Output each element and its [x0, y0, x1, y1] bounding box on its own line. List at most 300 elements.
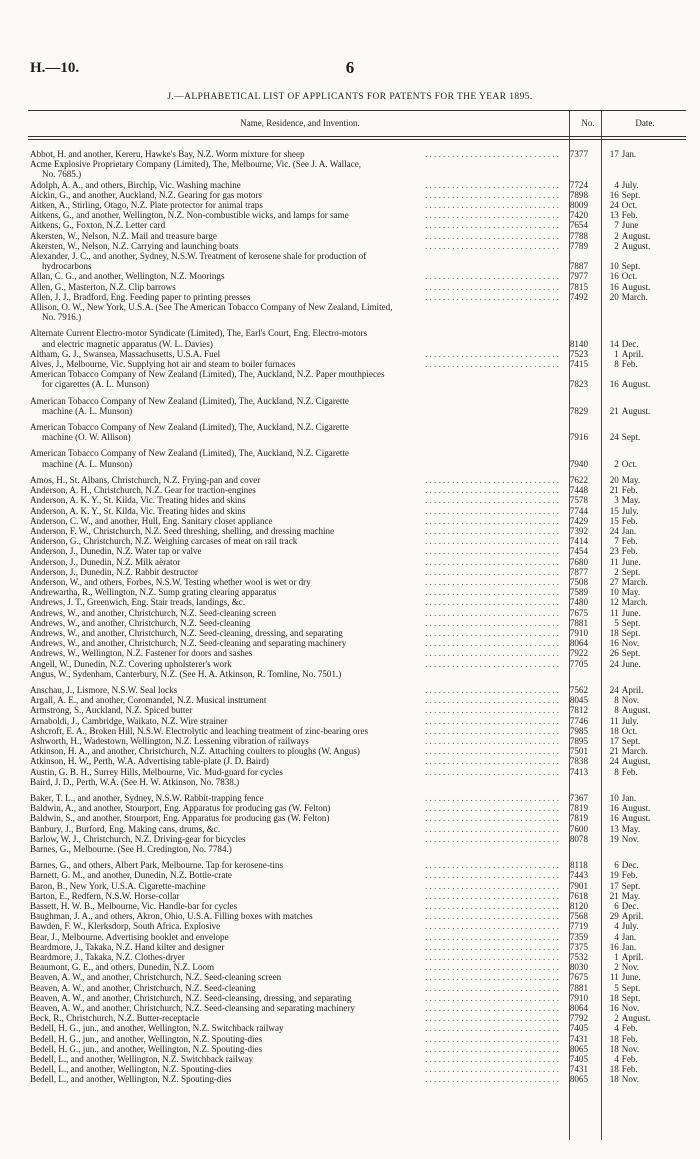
application-date	[595, 1064, 686, 1074]
list-item	[28, 870, 686, 880]
applicant-name: Bedell, L., and another, Wellington, N.Z. Spouting-dies	[30, 1064, 235, 1074]
applicant-entry	[28, 577, 563, 587]
applicant-entry	[28, 993, 563, 1003]
date-day: 11	[610, 972, 619, 983]
date-day: 11	[610, 556, 619, 567]
patent-number: 7414	[569, 536, 589, 547]
date-day: 18	[609, 627, 619, 638]
date-day: 10	[609, 261, 619, 272]
list-item	[28, 1003, 686, 1013]
date-month: Jan.	[621, 941, 637, 952]
date-month: May.	[621, 890, 641, 901]
application-date	[595, 881, 686, 891]
patent-number: 7618	[569, 890, 589, 901]
date-month: August.	[621, 756, 651, 767]
applicant-name: Bedell, H. G., jun., and another, Wellington, N.Z. Switchback railway	[30, 1023, 287, 1033]
date-day: 20	[609, 474, 619, 485]
patent-number: 7744	[569, 505, 589, 516]
applicant-name: Atkinson, H. A., and another, Christchurch, N.Z. Attaching coulters to ploughs (W. Angus)	[30, 746, 363, 756]
applicant-name: Aitkens, G., and another, Wellington, N.Z. Non-combustible wicks, and lamps for same	[30, 210, 352, 220]
application-date	[595, 432, 686, 442]
patent-number: 7492	[569, 291, 589, 302]
date-month: August.	[621, 379, 651, 390]
applicant-name: Argall, A. E., and another, Coromandel, N.Z. Musical instrument	[30, 695, 269, 705]
patent-number: 8064	[569, 638, 589, 649]
list-item	[28, 1054, 686, 1064]
date-month: Sept.	[621, 566, 641, 577]
list-title: J.—ALPHABETICAL LIST OF APPLICANTS FOR PATENTS FOR THE YEAR 1895.	[167, 92, 533, 102]
patent-number: 7895	[569, 735, 589, 746]
applicant-name: Andrewartha, R., Wellington, N.Z. Sump grating clearing apparatus	[30, 587, 279, 597]
applicant-name: Barton, E., Redfern, N.S.W. Horse-collar	[30, 891, 182, 901]
date-month: Sept.	[621, 735, 641, 746]
applicant-entry	[28, 972, 563, 982]
application-date	[595, 901, 686, 911]
patent-number: 7838	[569, 756, 589, 767]
applicant-entry	[28, 282, 563, 292]
applicant-entry	[28, 516, 563, 526]
applicant-entry	[28, 756, 563, 766]
patent-number: 8065	[569, 1074, 589, 1085]
applicant-name: Barlow, W. J., Christchurch, N.Z. Driving-gear for bicycles	[30, 834, 249, 844]
applicant-name: Baldwin, S., and another, Stourport, Eng. Apparatus for producing gas (W. Felton)	[30, 813, 332, 823]
date-month: March.	[621, 746, 648, 757]
application-date	[595, 567, 686, 577]
patent-number: 7654	[569, 220, 589, 231]
column-header-no: No.	[581, 118, 595, 128]
applicant-entry	[28, 891, 563, 901]
application-date	[595, 803, 686, 813]
applicant-name: Amos, H., St. Albans, Christchurch, N.Z. Frying-pan and cover	[30, 475, 263, 485]
applicant-entry	[28, 485, 563, 495]
applicant-entry	[28, 241, 563, 251]
applicant-name: Barnes, G., Melbourne. (See H. Credington, No. 7784.)	[30, 844, 235, 854]
applicant-entry	[28, 536, 563, 546]
patent-number: 7746	[569, 715, 589, 726]
applicant-entry	[28, 396, 563, 416]
applicant-entry	[28, 506, 563, 516]
application-date	[595, 756, 686, 766]
applicant-name: Beaven, A. W., and another, Christchurch, N.Z. Seed-cleaning screen	[30, 972, 284, 982]
applicant-entry	[28, 726, 563, 736]
applicant-entry	[28, 932, 563, 942]
list-item	[28, 302, 686, 322]
patent-number: 7675	[569, 607, 589, 618]
date-day: 7	[614, 220, 619, 231]
applicant-name: Allen, J. J., Bradford, Eng. Feeding paper to printing presses	[30, 292, 253, 302]
application-date	[595, 1044, 686, 1054]
list-item	[28, 824, 686, 834]
application-date	[595, 648, 686, 658]
date-day: 24	[609, 684, 619, 695]
patent-number: 8120	[569, 901, 589, 912]
list-item	[28, 962, 686, 972]
applicant-continuation: machine (A. L. Munson)	[42, 458, 133, 469]
list-item	[28, 516, 686, 526]
applicant-continuation: machine (A. L. Munson)	[42, 405, 133, 416]
date-month: Jan.	[621, 149, 637, 159]
document-code: H.—10.	[30, 60, 80, 76]
applicant-entry	[28, 881, 563, 891]
applicant-name: Bedell, L., and another, Wellington, N.Z. Spouting-dies	[30, 1074, 235, 1084]
date-day: 24	[609, 756, 619, 767]
date-day: 12	[609, 597, 619, 608]
date-day: 16	[609, 379, 619, 390]
applicant-entry	[28, 1023, 563, 1033]
date-day: 2	[614, 230, 619, 241]
date-month: Sept.	[621, 880, 641, 891]
patent-number: 7916	[569, 432, 589, 443]
application-date	[595, 200, 686, 210]
date-month: May.	[621, 587, 641, 598]
patent-number: 7887	[569, 261, 589, 272]
patent-number: 7819	[569, 803, 589, 814]
application-date	[595, 292, 686, 302]
application-date	[595, 705, 686, 715]
date-month: Sept.	[621, 982, 641, 993]
patent-number: 8140	[569, 338, 589, 349]
date-day: 16	[609, 638, 619, 649]
applicant-continuation: and electric magnetic apparatus (W. L. Davies)	[42, 338, 213, 349]
applicant-entry	[28, 349, 563, 359]
list-item	[28, 1074, 686, 1084]
date-day: 21	[609, 405, 619, 416]
list-item	[28, 422, 686, 442]
applicant-entry	[28, 1054, 563, 1064]
applicant-entry	[28, 638, 563, 648]
list-item	[28, 369, 686, 389]
patent-number: 8065	[569, 1043, 589, 1054]
applicant-entry	[28, 557, 563, 567]
list-item	[28, 506, 686, 516]
date-month: Nov.	[621, 1043, 640, 1054]
date-day: 5	[614, 617, 619, 628]
applicant-name: Barnett, G. M., and another, Dunedin, N.Z. Bottle-crate	[30, 870, 235, 880]
date-day: 16	[609, 189, 619, 200]
applicant-name: Baughman, J. A., and others, Akron, Ohio, U.S.A. Filling boxes with matches	[30, 911, 316, 921]
application-date	[595, 659, 686, 669]
applicant-name: Anderson, A. H., Christchurch, N.Z. Gear for traction-engines	[30, 485, 259, 495]
applicant-entry	[28, 210, 563, 220]
date-month: April.	[621, 952, 644, 963]
list-item	[28, 993, 686, 1003]
list-item	[28, 567, 686, 577]
patent-number: 7724	[569, 179, 589, 190]
applicant-name: Ashworth, H., Wadestown, Wellington, N.Z. Lessening vibration of railways	[30, 736, 312, 746]
date-day: 10	[609, 587, 619, 598]
date-month: Nov.	[621, 638, 640, 649]
list-item	[28, 1064, 686, 1074]
date-day: 19	[609, 870, 619, 881]
list-item	[28, 881, 686, 891]
patent-number: 7413	[569, 766, 589, 777]
list-item	[28, 180, 686, 190]
applicant-entry	[28, 1013, 563, 1023]
application-date	[595, 767, 686, 777]
patent-number: 7578	[569, 495, 589, 506]
date-day: 14	[609, 338, 619, 349]
patent-number: 7922	[569, 648, 589, 659]
date-month: April.	[621, 684, 644, 695]
date-month: Oct.	[621, 725, 638, 736]
list-item	[28, 860, 686, 870]
date-month: August.	[621, 705, 651, 716]
date-month: Feb.	[621, 1023, 638, 1034]
date-day: 16	[609, 803, 619, 814]
applicant-name: Ashcroft, E. A., Broken Hill, N.S.W. Electrolytic and leaching treatment of zinc-bearing ores	[30, 726, 371, 736]
date-month: August.	[621, 281, 651, 292]
date-day: 24	[609, 432, 619, 443]
date-month: Jan.	[621, 792, 637, 803]
date-day: 21	[609, 746, 619, 757]
patent-number: 7431	[569, 1033, 589, 1044]
applicant-name: Andrews, W., and another, Christchurch, N.Z. Seed-cleaning and separating machinery	[30, 638, 349, 648]
date-day: 7	[614, 536, 619, 547]
date-day: 2	[614, 240, 619, 251]
date-month: Feb.	[621, 210, 638, 221]
applicant-name: American Tobacco Company of New Zealand (Limited), The, Auckland, N.Z. Cigarette	[30, 396, 352, 406]
header-bottom-rule	[28, 136, 686, 137]
applicant-name: Allison, O. W., New York, U.S.A. (See The American Tobacco Company of New Zealand, Limited,	[30, 302, 395, 312]
applicant-name: Anderson, W., and others, Forbes, N.S.W. Testing whether wool is wet or dry	[30, 577, 314, 587]
applicant-name: Beaven, A. W., and another, Christchurch, N.Z. Seed-cleansing and separating machinery	[30, 1003, 358, 1013]
applicant-name: Allan, C. G., and another, Wellington, N.Z. Moorings	[30, 271, 227, 281]
date-month: Feb.	[621, 1064, 638, 1075]
application-date	[595, 526, 686, 536]
list-item	[28, 271, 686, 281]
date-month: August.	[621, 405, 651, 416]
date-month: June.	[621, 658, 641, 669]
applicant-name: Armstrong, S., Auckland, N.Z. Spiced butter	[30, 705, 195, 715]
application-date	[595, 169, 686, 179]
date-month: August.	[621, 240, 651, 251]
date-month: May.	[621, 474, 641, 485]
applicant-name: Acme Explosive Proprietary Company (Limited), The, Melbourne, Vic. (See J. A. Wallace,	[30, 159, 364, 169]
list-item	[28, 359, 686, 369]
applicant-entry	[28, 901, 563, 911]
list-item	[28, 251, 686, 271]
patent-number: 7568	[569, 911, 589, 922]
list-item	[28, 495, 686, 505]
date-month: March.	[621, 576, 648, 587]
applicant-entry	[28, 328, 563, 348]
list-item	[28, 536, 686, 546]
application-date	[595, 813, 686, 823]
list-item	[28, 618, 686, 628]
application-date	[595, 638, 686, 648]
date-month: Feb.	[621, 870, 638, 881]
patent-number: 7405	[569, 1023, 589, 1034]
applicant-entry	[28, 746, 563, 756]
applicant-name: Angus, W., Sydenham, Canterbury, N.Z. (See H. A. Atkinson, R. Tomline, No. 7501.)	[30, 669, 344, 679]
applicant-entry	[28, 1003, 563, 1013]
date-day: 1	[614, 348, 619, 359]
date-day: 18	[609, 1064, 619, 1075]
application-date	[595, 608, 686, 618]
patent-number: 7429	[569, 515, 589, 526]
list-item	[28, 911, 686, 921]
list-item	[28, 526, 686, 536]
application-date	[595, 716, 686, 726]
applicant-name: Angell, W., Dunedin, N.Z. Covering upholsterer's work	[30, 659, 235, 669]
applicant-entry	[28, 844, 563, 854]
list-item	[28, 210, 686, 220]
applicant-entry	[28, 292, 563, 302]
patent-number: 7829	[569, 405, 589, 416]
patent-number: 7359	[569, 931, 589, 942]
header-top-rule	[28, 110, 686, 111]
date-month: Nov.	[621, 1003, 640, 1014]
date-day: 21	[609, 485, 619, 496]
date-day: 18	[609, 992, 619, 1003]
list-item	[28, 557, 686, 567]
application-date	[595, 942, 686, 952]
date-day: 2	[614, 566, 619, 577]
applicant-name: Bedell, L., and another, Wellington, N.Z. Switchback railway	[30, 1054, 256, 1064]
application-date	[595, 536, 686, 546]
applicant-name: Anderson, J., Dunedin, N.Z. Water tap or valve	[30, 546, 205, 556]
patent-number: 7823	[569, 379, 589, 390]
application-date	[595, 190, 686, 200]
application-date	[595, 870, 686, 880]
date-month: Sept.	[621, 432, 641, 443]
applicant-name: Arnaboldi, J., Cambridge, Waikato, N.Z. Wire strainer	[30, 716, 230, 726]
application-date	[595, 972, 686, 982]
applicant-name: Bedell, H. G., jun., and another, Wellington, N.Z. Spouting-dies	[30, 1034, 265, 1044]
applicant-name: Bedell, H. G., jun., and another, Wellington, N.Z. Spouting-dies	[30, 1044, 265, 1054]
patent-number: 7443	[569, 870, 589, 881]
applicant-name: Akersten, W., Nelson, N.Z. Carrying and launching boats	[30, 241, 241, 251]
applicant-entry	[28, 526, 563, 536]
patent-number: 7877	[569, 566, 589, 577]
applicant-name: Alternate Current Electro-motor Syndicate (Limited), The, Earl's Court, Eng. Electro-motors	[30, 328, 370, 338]
applicant-entry	[28, 659, 563, 669]
page-number: 6	[345, 58, 355, 77]
date-day: 11	[610, 715, 619, 726]
date-month: Oct.	[621, 271, 638, 282]
patent-number: 7508	[569, 576, 589, 587]
applicant-entry	[28, 618, 563, 628]
application-date	[595, 1034, 686, 1044]
applicant-name: Baker, T. L., and another, Sydney, N.S.W. Rabbit-trapping fence	[30, 793, 267, 803]
application-date	[595, 685, 686, 695]
applicant-name: Beardmore, J., Takaka, N.Z. Clothes-dryer	[30, 952, 188, 962]
date-day: 16	[609, 281, 619, 292]
list-item	[28, 942, 686, 952]
application-date	[595, 911, 686, 921]
date-day: 13	[609, 210, 619, 221]
application-date	[595, 695, 686, 705]
applicant-entry	[28, 546, 563, 556]
date-day: 18	[609, 725, 619, 736]
applicant-name: Anderson, A. K. Y., St. Kilda, Vic. Treating hides and skins	[30, 495, 249, 505]
list-item	[28, 705, 686, 715]
list-item	[28, 659, 686, 669]
application-date	[595, 597, 686, 607]
list-item	[28, 695, 686, 705]
application-date	[595, 271, 686, 281]
patent-number: 7420	[569, 210, 589, 221]
date-day: 24	[609, 658, 619, 669]
application-date	[595, 282, 686, 292]
date-day: 16	[609, 813, 619, 824]
application-date	[595, 587, 686, 597]
applicant-continuation: machine (O. W. Allison)	[42, 432, 131, 443]
date-month: Oct.	[621, 200, 638, 211]
list-item	[28, 608, 686, 618]
applicant-entry	[28, 767, 563, 777]
patent-number: 7501	[569, 746, 589, 757]
date-day: 4	[614, 1023, 619, 1034]
application-date	[595, 1023, 686, 1033]
list-item	[28, 777, 686, 787]
application-date	[595, 516, 686, 526]
applicant-entry	[28, 587, 563, 597]
date-day: 17	[609, 880, 619, 891]
patent-number: 7589	[569, 587, 589, 598]
patent-number: 7898	[569, 189, 589, 200]
applicant-name: Banbury, J., Burford, Eng. Making cans, drums, &c.	[30, 824, 223, 834]
list-item	[28, 746, 686, 756]
application-date	[595, 962, 686, 972]
application-date	[595, 557, 686, 567]
patent-number: 7881	[569, 617, 589, 628]
patent-number: 7454	[569, 546, 589, 557]
application-date	[595, 921, 686, 931]
applicant-entry	[28, 475, 563, 485]
applicant-name: Anderson, A. K. Y., St. Kilda, Vic. Treating hides and skins	[30, 506, 249, 516]
application-date	[595, 1054, 686, 1064]
list-item	[28, 448, 686, 468]
applicant-name: Aitken, A., Stirling, Otago, N.Z. Plate protector for animal traps	[30, 200, 266, 210]
date-month: Sept.	[621, 648, 641, 659]
date-month: Nov.	[621, 695, 640, 706]
date-day: 2	[614, 962, 619, 973]
patent-number: 7719	[569, 921, 589, 932]
date-day: 13	[609, 823, 619, 834]
application-date	[595, 180, 686, 190]
applicant-entry	[28, 448, 563, 468]
application-date	[595, 312, 686, 322]
list-item	[28, 716, 686, 726]
applicant-entry	[28, 597, 563, 607]
date-month: May.	[621, 495, 641, 506]
applicant-entry	[28, 220, 563, 230]
list-item	[28, 292, 686, 302]
applicant-name: Bear, J., Melbourne. Advertising booklet and envelope	[30, 932, 232, 942]
patent-number: 7415	[569, 359, 589, 370]
patent-number: 7523	[569, 348, 589, 359]
applicant-name: Beardmore, J., Takaka, N.Z. Hand kilter and designer	[30, 942, 227, 952]
applicant-continuation: for cigarettes (A. L. Munson)	[42, 379, 150, 390]
date-day: 27	[609, 576, 619, 587]
patent-number: 8064	[569, 1003, 589, 1014]
patent-number: 8045	[569, 695, 589, 706]
date-day: 4	[614, 179, 619, 190]
patent-number: 7480	[569, 597, 589, 608]
applicant-entry	[28, 608, 563, 618]
application-date	[595, 891, 686, 901]
patent-number: 7910	[569, 627, 589, 638]
applicant-entry	[28, 1064, 563, 1074]
date-month: July.	[621, 921, 639, 932]
applicant-entry	[28, 695, 563, 705]
date-day: 17	[609, 149, 619, 159]
applicant-entry	[28, 860, 563, 870]
patent-number: 8078	[569, 833, 589, 844]
date-day: 20	[609, 291, 619, 302]
date-month: Dec.	[621, 338, 639, 349]
